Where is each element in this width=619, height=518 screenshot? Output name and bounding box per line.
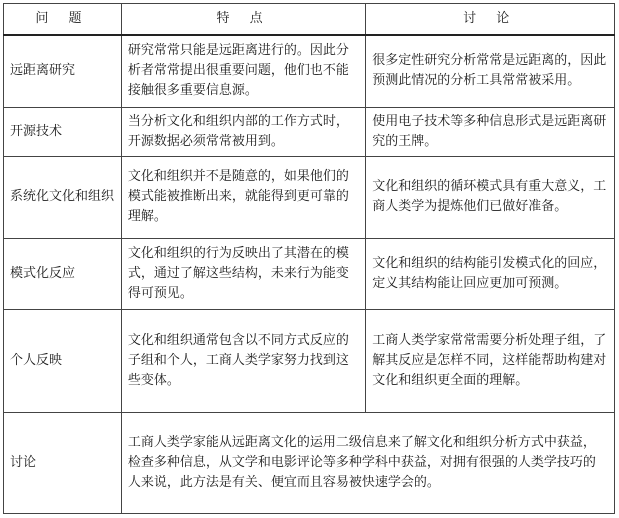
row-feature: 文化和组织并不是随意的，如果他们的模式能被推断出来，就能得到更可靠的理解。	[121, 156, 365, 238]
row-topic: 开源技术	[4, 107, 122, 156]
row-topic: 个人反映	[4, 310, 122, 413]
table-row	[4, 238, 615, 310]
row-discussion: 文化和组织的结构能引发模式化的回应，定义其结构能让回应更加可预测。	[366, 238, 615, 310]
summary-row	[4, 413, 615, 514]
header-feature: 特 点	[121, 4, 365, 36]
row-feature: 文化和组织的行为反映出了其潜在的模式，通过了解这些结构，未来行为能变得可预见。	[121, 238, 365, 310]
row-discussion: 使用电子技术等多种信息形式是远距离研究的王牌。	[366, 107, 615, 156]
table-row	[4, 156, 615, 238]
row-topic: 系统化文化和组织	[4, 156, 122, 238]
table-row	[4, 107, 615, 156]
table-row	[4, 35, 615, 107]
summary-text: 工商人类学家能从远距离文化的运用二级信息来了解文化和组织分析方式中获益，检查多种信息，从文学和电影评论等多种学科中获益，对拥有很强的人类学技巧的人来说，此方法是有关、便宜而且容易被快速学会的。	[121, 413, 614, 514]
row-topic: 模式化反应	[4, 238, 122, 310]
comparison-table	[3, 3, 615, 514]
header-row	[4, 4, 615, 36]
header-topic: 问 题	[4, 4, 122, 36]
header-discussion: 讨 论	[366, 4, 615, 36]
row-feature: 文化和组织通常包含以不同方式反应的子组和个人，工商人类学家努力找到这些变体。	[121, 310, 365, 413]
row-feature: 研究常常只能是远距离进行的。因此分析者常常提出很重要问题，他们也不能接触很多重要信息源。	[121, 35, 365, 107]
row-discussion: 工商人类学家常常需要分析处理子组，了解其反应是怎样不同，这样能帮助构建对文化和组织更全面的理解。	[366, 310, 615, 413]
row-feature: 当分析文化和组织内部的工作方式时，开源数据必须常常被用到。	[121, 107, 365, 156]
table-row	[4, 310, 615, 413]
row-discussion: 很多定性研究分析常常是远距离的，因此预测此情况的分析工具常常被采用。	[366, 35, 615, 107]
row-topic: 远距离研究	[4, 35, 122, 107]
row-discussion: 文化和组织的循环模式具有重大意义，工商人类学为提炼他们已做好准备。	[366, 156, 615, 238]
summary-topic: 讨论	[4, 413, 122, 514]
